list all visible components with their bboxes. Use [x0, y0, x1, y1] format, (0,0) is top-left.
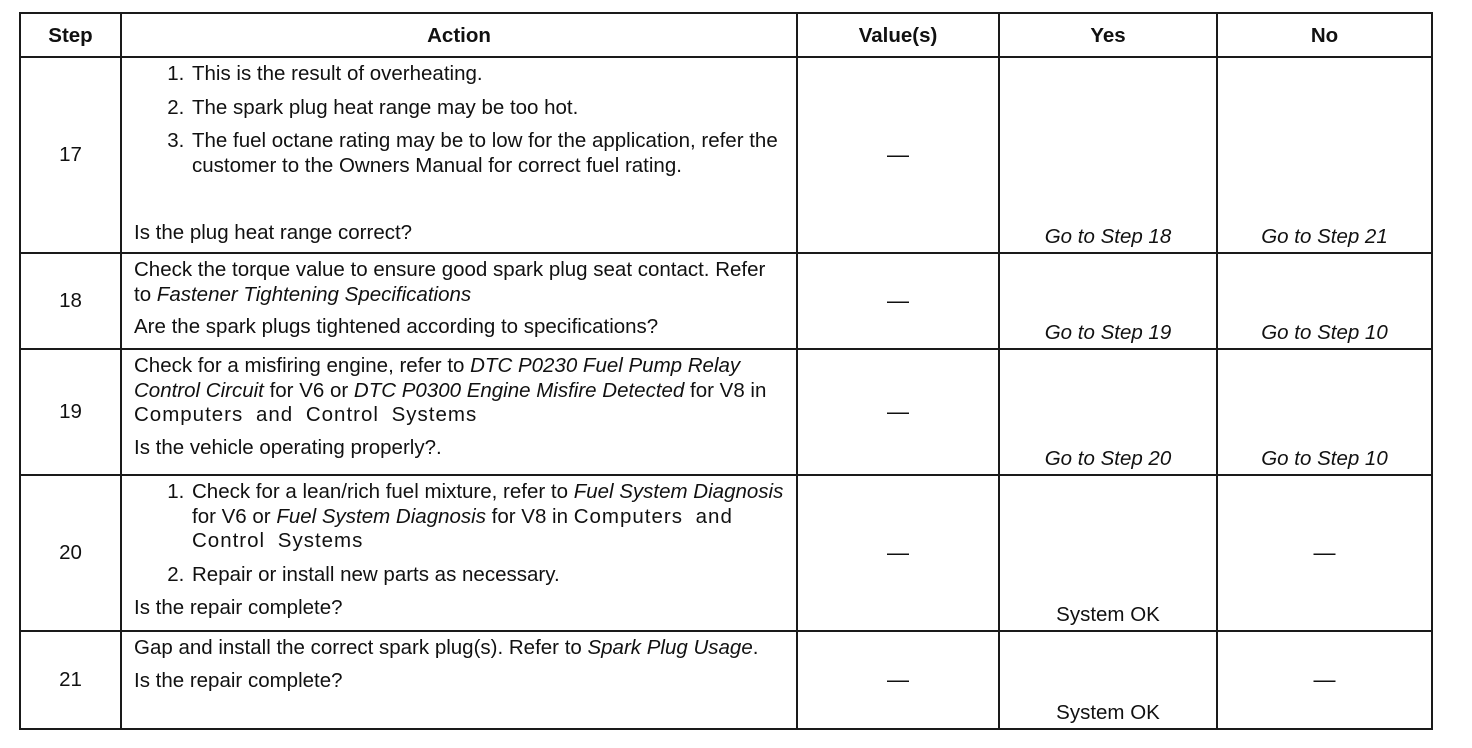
step-number: 20 — [20, 475, 121, 631]
yes-result: System OK — [999, 475, 1217, 631]
table-row-step-17 — [20, 57, 1432, 253]
action-cell — [121, 475, 797, 631]
reference-link: Spark Plug Usage — [587, 636, 753, 659]
yes-result: Go to Step 20 — [999, 349, 1217, 475]
manual-section: Computers and Control Systems — [134, 403, 478, 427]
value-cell: — — [797, 631, 999, 729]
header-row — [20, 13, 1432, 57]
step-number: 17 — [20, 57, 121, 253]
action-text: Check the torque value to ensure good spark plug seat contact. Refer to Fastener Tightening Specifications — [134, 258, 766, 306]
manual-section: Computers and Control Systems — [192, 504, 733, 553]
no-result: — — [1217, 475, 1432, 631]
action-question: Is the plug heat range correct? — [134, 221, 413, 245]
table-row-step-20 — [20, 475, 1432, 631]
action-question: Is the repair complete? — [134, 668, 343, 692]
header-values: Value(s) — [797, 13, 999, 57]
value-cell: — — [797, 253, 999, 349]
reference-link: DTC P0230 Fuel Pump Relay Control Circuit — [134, 354, 741, 402]
no-result: Go to Step 10 — [1217, 253, 1432, 349]
no-result: Go to Step 10 — [1217, 349, 1432, 475]
action-text: Check for a misfiring engine, refer to DTC P0230 Fuel Pump Relay Control Circuit for V6 or DTC P0300 Engine Misfire Detected for V8 in Computers and Control Systems — [134, 354, 767, 427]
list-item: 1. Check for a lean/rich fuel mixture, refer to Fuel System Diagnosis for V6 or Fuel System Diagnosis for V8 in Computers and Control Systems — [190, 480, 784, 554]
table-row-step-19 — [20, 349, 1432, 475]
value-cell: — — [797, 57, 999, 253]
reference-link: DTC P0300 Engine Misfire Detected — [353, 378, 685, 402]
yes-result: System OK — [999, 631, 1217, 729]
diagnostic-table — [19, 12, 1433, 730]
header-yes: Yes — [999, 13, 1217, 57]
no-result: Go to Step 21 — [1217, 57, 1432, 253]
action-question: Is the repair complete? — [134, 596, 343, 620]
yes-result: Go to Step 19 — [999, 253, 1217, 349]
step-number: 19 — [20, 349, 121, 475]
reference-link: Fuel System Diagnosis — [573, 480, 784, 503]
no-result: — — [1217, 631, 1432, 729]
list-item: 2. Repair or install new parts as necessary. — [190, 563, 784, 588]
list-item: 3. The fuel octane rating may be to low for the application, refer the customer to the Owners Manual for correct fuel rating. — [190, 129, 784, 178]
table-row-step-21 — [20, 631, 1432, 729]
header-step: Step — [20, 13, 121, 57]
action-list — [134, 62, 784, 187]
action-cell — [121, 631, 797, 729]
step-number: 18 — [20, 253, 121, 349]
list-item: 2. The spark plug heat range may be too hot. — [190, 96, 784, 121]
step-number: 21 — [20, 631, 121, 729]
action-question: Are the spark plugs tightened according to specifications? — [134, 315, 659, 339]
action-cell — [121, 57, 797, 253]
action-cell — [121, 349, 797, 475]
action-list — [134, 480, 784, 587]
list-item: 1. This is the result of overheating. — [190, 62, 784, 87]
yes-result: Go to Step 18 — [999, 57, 1217, 253]
action-question: Is the vehicle operating properly?. — [134, 435, 442, 459]
value-cell: — — [797, 475, 999, 631]
action-cell — [121, 253, 797, 349]
action-text: Gap and install the correct spark plug(s). Refer to Spark Plug Usage. — [134, 636, 759, 659]
header-no: No — [1217, 13, 1432, 57]
table-row-step-18 — [20, 253, 1432, 349]
value-cell: — — [797, 349, 999, 475]
reference-link: Fastener Tightening Specifications — [156, 282, 472, 306]
reference-link: Fuel System Diagnosis — [276, 504, 486, 528]
header-action: Action — [121, 13, 797, 57]
